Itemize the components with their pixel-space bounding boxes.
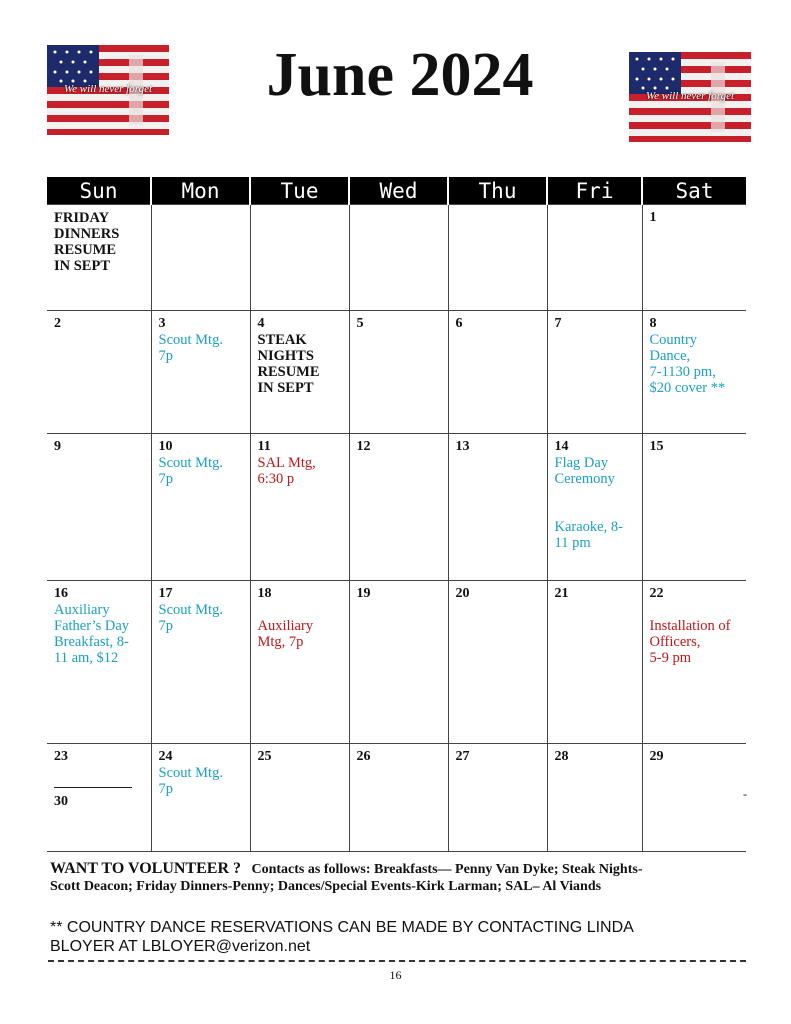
event-scout-mtg: Scout Mtg. [158,765,223,781]
day-number: 25 [257,749,272,764]
day-number: 1 [649,210,657,225]
event-country-dance: Dance, [649,348,691,364]
volunteer-note [50,860,750,895]
week-row [47,744,746,852]
note-line: IN SEPT [257,380,314,396]
event-country-dance: 7-1130 pm, [649,364,716,380]
weekday-wed: Wed [349,177,448,205]
reservations-note [50,918,750,956]
event-country-dance: Country [649,332,698,348]
flag-caption-right: We will never forget [645,90,735,102]
event-scout-time: 7p [158,348,173,364]
empty-day-cell [151,205,250,311]
day-number: 20 [455,586,470,601]
note-line: NIGHTS [257,348,314,364]
event-scout-mtg: Scout Mtg. [158,602,223,618]
event-karaoke: Karaoke, 8- [554,519,623,535]
day-cell [642,581,746,744]
day-cell [349,744,448,852]
event-aux-mtg: Mtg, 7p [257,634,304,650]
volunteer-line: Scott Deacon; Friday Dinners-Penny; Dances/Special Events-Kirk Larman; SAL– Al Viands [50,879,602,894]
event-flag-day: Ceremony [554,471,615,487]
day-number: 10 [158,439,173,454]
note-line: RESUME [257,364,320,380]
reservations-line: ** COUNTRY DANCE RESERVATIONS CAN BE MADE BY CONTACTING LINDA [50,919,634,936]
day-cell [642,311,746,434]
day-cell [47,744,151,852]
day-number: 3 [158,316,166,331]
day-number: 6 [455,316,463,331]
day-cell [642,744,746,852]
day-cell [448,744,547,852]
day-cell [349,434,448,581]
day-cell [151,581,250,744]
volunteer-heading: WANT TO VOLUNTEER ? [50,860,241,877]
event-karaoke: 11 pm [554,535,591,551]
day-cell [547,311,642,434]
dashed-divider [48,960,746,962]
note-line: STEAK [257,332,307,348]
flag-image-right [629,52,751,142]
event-scout-time: 7p [158,471,173,487]
day-number: 14 [554,439,569,454]
event-scout-mtg: Scout Mtg. [158,332,223,348]
day-number: 8 [649,316,657,331]
day-number: 28 [554,749,569,764]
event-flag-day: Flag Day [554,455,609,471]
day-number: 9 [54,439,61,454]
day-number: 23 [54,749,68,764]
event-aux-mtg: Auxiliary [257,618,314,634]
day-cell [151,311,250,434]
week-row [47,434,746,581]
event-installation: Officers, [649,634,701,650]
day-number: 30 [54,794,68,809]
day-number: 12 [356,439,371,454]
empty-day-cell [547,205,642,311]
week-row [47,311,746,434]
spacer [650,602,742,618]
flag-image-left [47,45,169,135]
day-cell [642,205,746,311]
weekday-header-row [47,177,746,205]
day-number: 5 [356,316,364,331]
note-cell [47,205,151,311]
calendar-grid [47,177,746,852]
event-installation: 5-9 pm [649,650,691,666]
note-line: RESUME [54,242,117,258]
week-row [47,581,746,744]
day-cell [151,434,250,581]
weekday-fri: Fri [547,177,642,205]
day-cell [250,311,349,434]
day-cell [250,434,349,581]
day-cell [47,434,151,581]
event-scout-time: 7p [158,618,173,634]
weekday-thu: Thu [448,177,547,205]
day-cell [151,744,250,852]
event-fathers-day: 11 am, $12 [54,650,119,666]
stray-mark: - [743,787,747,801]
day-cell [642,434,746,581]
event-fathers-day: Breakfast, 8- [54,634,129,650]
note-line: FRIDAY [54,210,110,226]
day-number: 7 [554,316,562,331]
day-number: 22 [649,586,664,601]
day-number: 19 [356,586,371,601]
day-number: 26 [356,749,371,764]
empty-day-cell [448,205,547,311]
page-number: 16 [389,968,402,982]
day-cell [448,311,547,434]
empty-day-cell [250,205,349,311]
weekday-tue: Tue [250,177,349,205]
event-scout-time: 7p [158,781,173,797]
day-number: 15 [649,439,664,454]
day-number: 17 [158,586,173,601]
event-country-dance: $20 cover ** [649,380,726,396]
event-scout-mtg: Scout Mtg. [158,455,223,471]
spacer [258,602,344,618]
day-cell [47,581,151,744]
day-number: 27 [455,749,470,764]
page-title: June 2024 [266,41,534,109]
day-cell [547,581,642,744]
day-number: 21 [554,586,569,601]
day-cell [448,581,547,744]
empty-day-cell [349,205,448,311]
reservations-line: BLOYER AT LBLOYER@verizon.net [50,938,311,955]
day-cell [47,311,151,434]
weekday-sun: Sun [47,177,151,205]
day-cell [547,434,642,581]
event-fathers-day: Auxiliary [54,602,110,618]
week-row [47,205,746,311]
day-cell [547,744,642,852]
event-fathers-day: Father’s Day [54,618,130,634]
day-cell [448,434,547,581]
weekday-mon: Mon [151,177,250,205]
note-line: IN SEPT [54,258,111,274]
day-cell [349,311,448,434]
event-sal-mtg: SAL Mtg, [257,455,316,471]
day-cell [250,744,349,852]
note-line: DINNERS [54,226,120,242]
day-cell [349,581,448,744]
event-sal-mtg: 6:30 p [257,471,295,487]
volunteer-line: Contacts as follows: Breakfasts— Penny Van Dyke; Steak Nights- [251,862,643,877]
day-number: 11 [257,439,271,454]
event-installation: Installation of [649,618,731,634]
day-number: 24 [158,749,173,764]
day-cell [250,581,349,744]
day-number: 4 [257,316,265,331]
flag-caption-left: We will never forget [63,83,153,95]
weekday-sat: Sat [642,177,746,205]
spacer [555,487,637,519]
day-number: 2 [54,316,61,331]
day-number: 16 [54,586,68,601]
day-number: 18 [257,586,272,601]
day-number: 13 [455,439,470,454]
day-number: 29 [649,749,664,764]
divider [54,787,132,788]
